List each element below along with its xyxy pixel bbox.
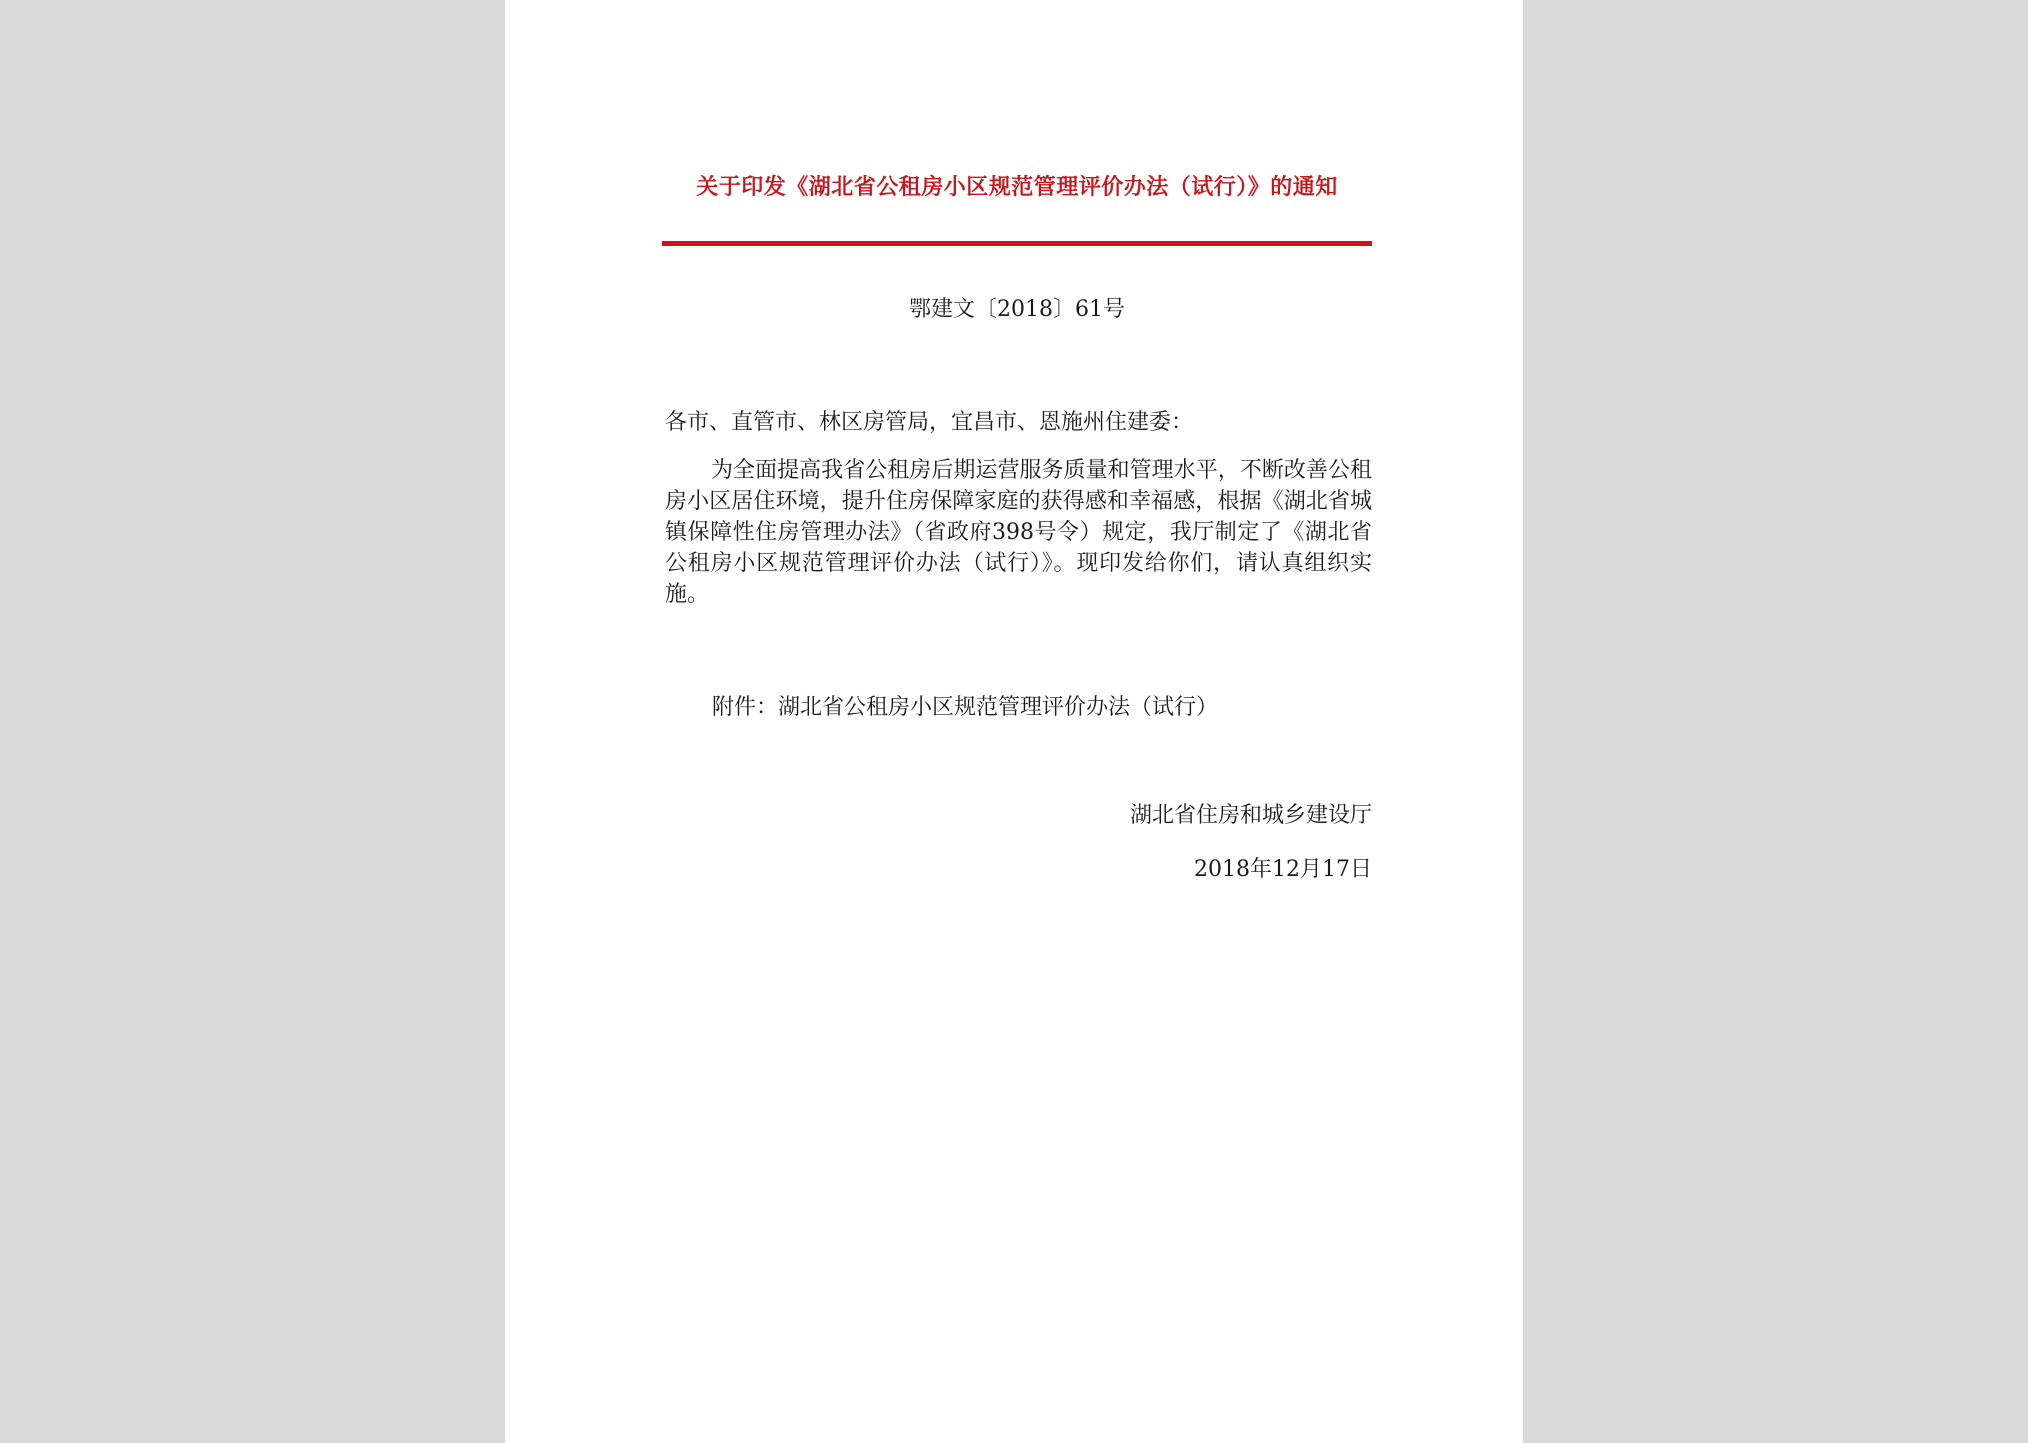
notice-title: 关于印发《湖北省公租房小区规范管理评价办法（试行）》的通知 <box>696 174 1338 200</box>
addressee-line: 各市、直管市、林区房管局，宜昌市、恩施州住建委： <box>665 410 1194 435</box>
document-number: 鄂建文〔2018〕61号 <box>909 297 1125 322</box>
body-paragraph: 为全面提高我省公租房后期运营服务质量和管理水平，不断改善公租房小区居住环境，提升住房保障家庭的获得感和幸福感，根据《湖北省城镇保障性住房管理办法》（省政府398号令）规定，我厅制定了《湖北省公租房小区规范管理评价办法（试行）》。现印发给你们，请认真组织实施。 <box>665 458 1372 607</box>
red-header-rule <box>662 241 1372 246</box>
issue-date: 2018年12月17日 <box>1194 857 1372 882</box>
document-page <box>505 0 1523 1443</box>
attachment-line: 附件：湖北省公租房小区规范管理评价办法（试行） <box>712 695 1219 720</box>
issuing-authority: 湖北省住房和城乡建设厅 <box>1129 803 1372 828</box>
